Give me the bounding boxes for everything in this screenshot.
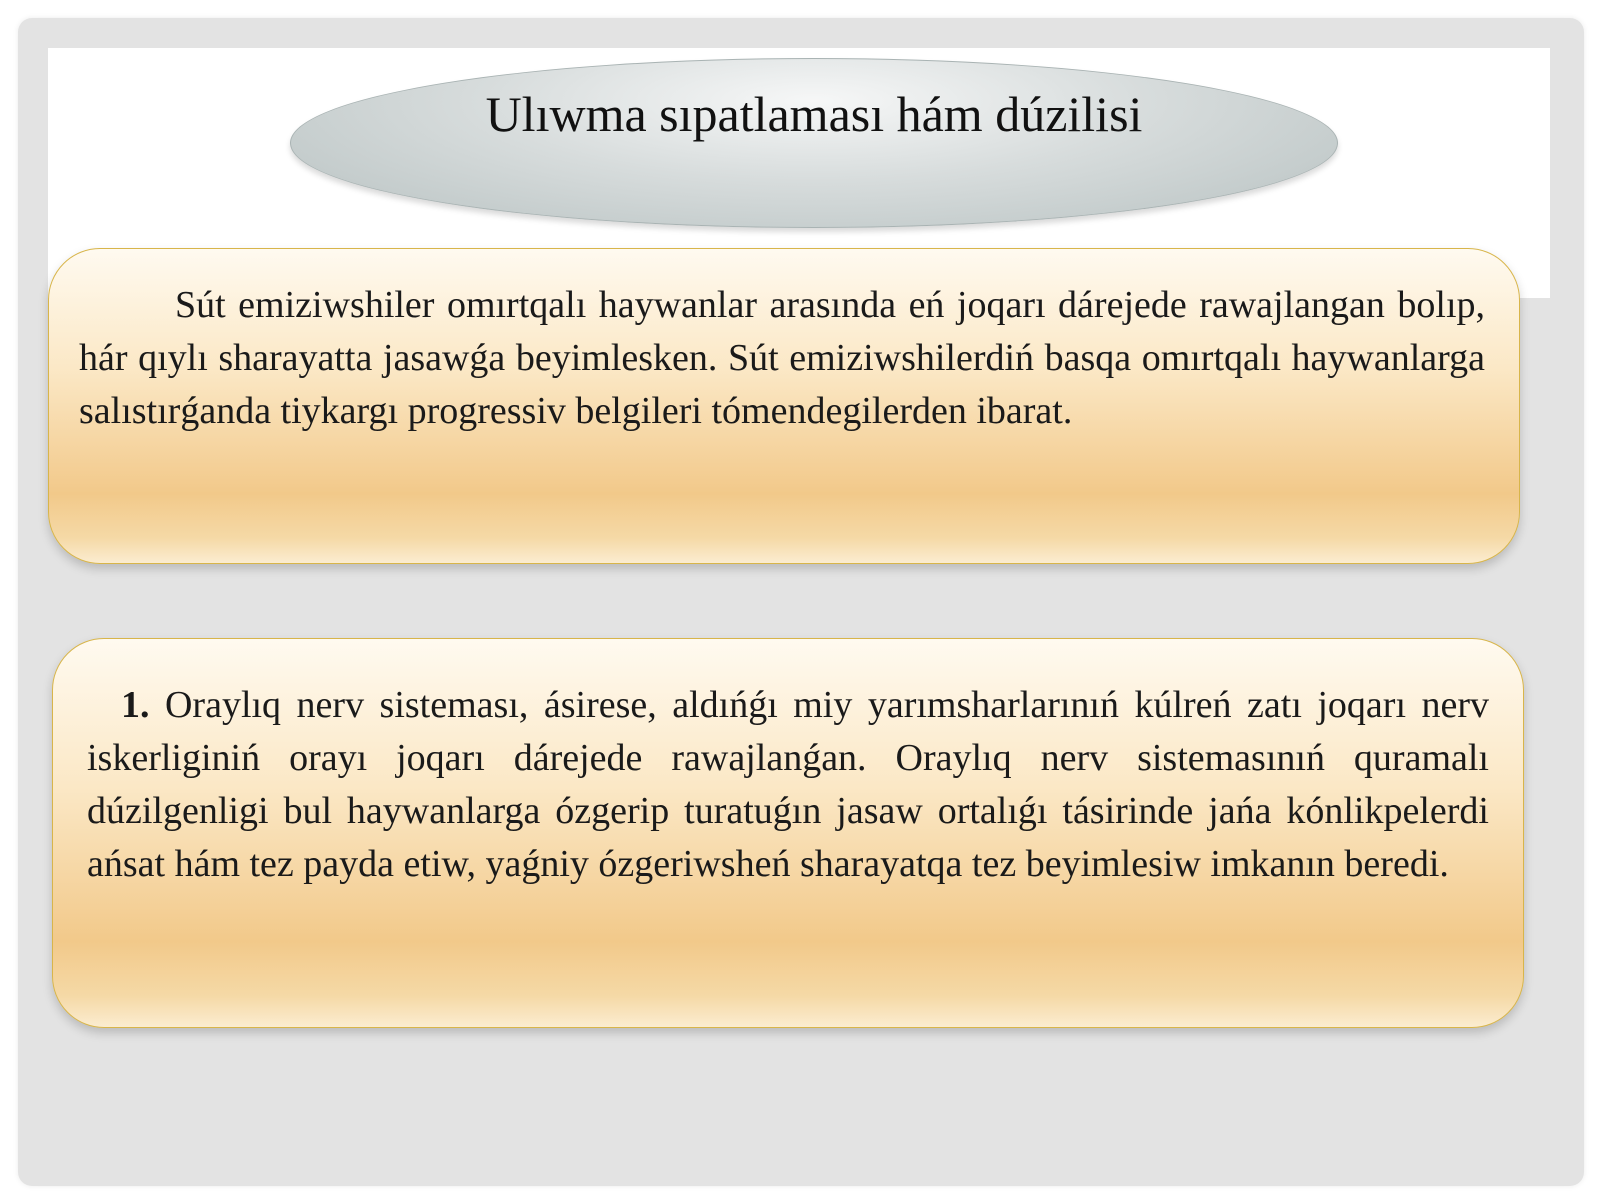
slide-title: Ulıwma sıpatlaması hám dúzilisi <box>485 86 1143 142</box>
point-number: 1. <box>121 684 150 726</box>
point-box <box>52 638 1524 1028</box>
intro-box <box>48 248 1520 564</box>
slide <box>18 18 1584 1186</box>
point-text: Oraylıq nerv sisteması, ásirese, aldıńǵı miy yarımsharlarınıń kúlreń zatı joqarı nerv iskerliginiń orayı joqarı dárejede rawajlanǵan. Oraylıq nerv sistemasınıń quramalı dúzilgenligi bul haywanlarga ózgerip turatuǵın jasaw ortalıǵı tásirinde jańa kónlikpelerdi ańsat hám tez payda etiw, yaǵniy ózgeriwsheń sharayatqa tez beyimlesiw imkanın beredi. <box>87 684 1489 885</box>
point-paragraph <box>87 679 1489 891</box>
title-oval <box>290 58 1338 228</box>
intro-paragraph: Sút emiziwshiler omırtqalı haywanlar arasında eń joqarı dárejede rawajlangan bolıp, hár qıylı sharayatta jasawǵa beyimlesken. Sút emiziwshilerdiń basqa omırtqalı haywanlarga salıstırǵanda tiykargı progressiv belgileri tómendegilerden ibarat. <box>79 284 1485 432</box>
